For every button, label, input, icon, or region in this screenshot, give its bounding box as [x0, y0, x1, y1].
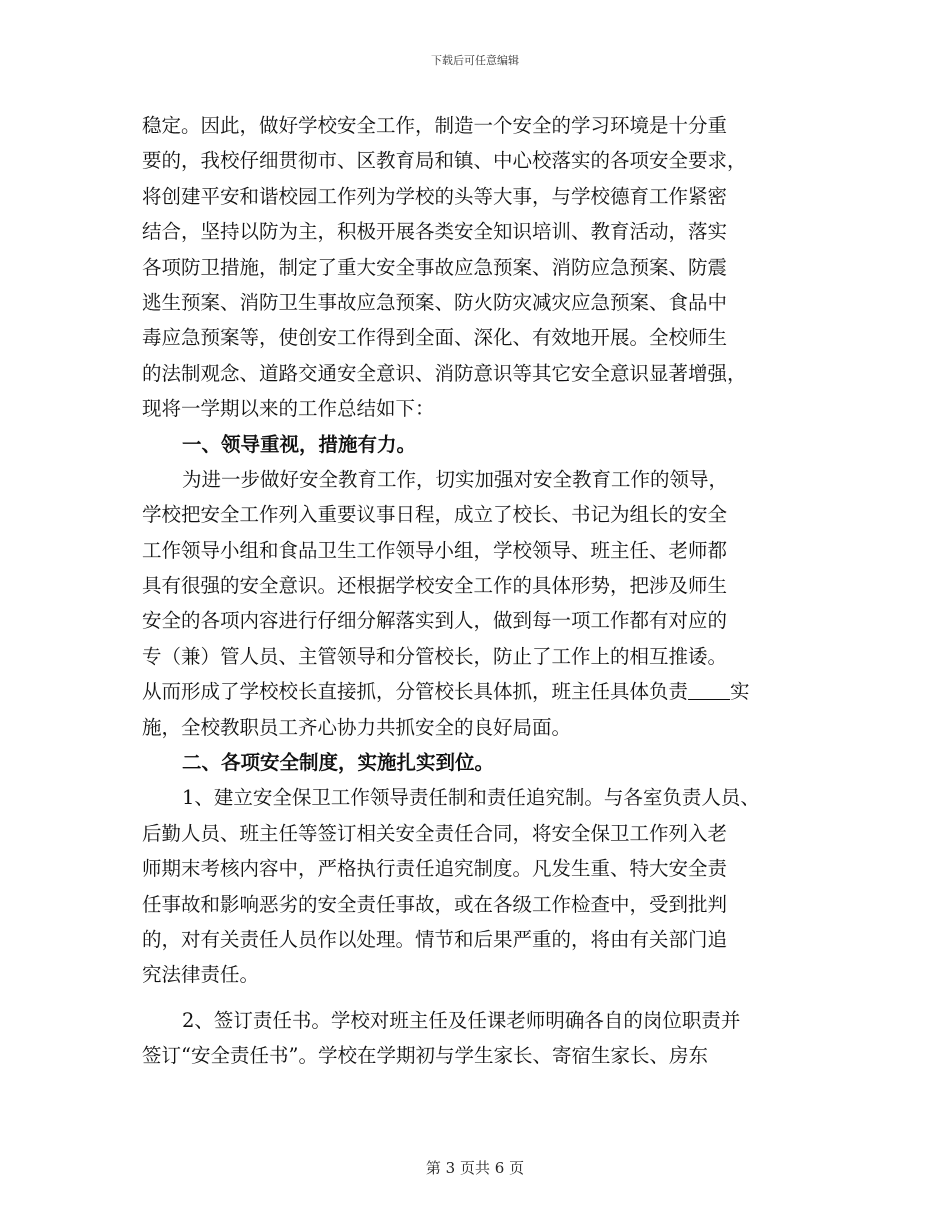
- body-line: 各项防卫措施，制定了重大安全事故应急预案、消防应急预案、防震: [142, 255, 728, 279]
- body-line: 稳定。因此，做好学校安全工作，制造一个安全的学习环境是十分重: [142, 114, 728, 137]
- body-line: 后勤人员、班主任等签订相关安全责任合同，将安全保卫工作列入老: [142, 821, 728, 845]
- page-footer: 第 3 页共 6 页: [425, 1159, 525, 1177]
- body-line: 逃生预案、消防卫生事故应急预案、防火防灾减灾应急预案、食品中: [142, 290, 728, 314]
- body-line-text: 从而形成了学校校长直接抓，分管校长具体抓，班主任具体负责: [142, 680, 689, 704]
- section-heading: 一、领导重视，措施有力。: [182, 432, 417, 456]
- body-line: 要的，我校仔细贯彻市、区教育局和镇、中心校落实的各项安全要求，: [142, 149, 747, 173]
- body-line: 安全的各项内容进行仔细分解落实到人，做到每一项工作都有对应的: [142, 609, 728, 633]
- body-line: 工作领导小组和食品卫生工作领导小组，学校领导、班主任、老师都: [142, 538, 728, 562]
- body-line: 的法制观念、道路交通安全意识、消防意识等其它安全意识显著增强，: [142, 361, 747, 385]
- document-body: [142, 108, 802, 1074]
- paragraph-gap: [142, 993, 802, 1003]
- body-line: 结合，坚持以防为主，积极开展各类安全知识培训、教育活动，落实: [142, 220, 728, 244]
- body-line: 学校把安全工作列入重要议事日程，成立了校长、书记为组长的安全: [142, 503, 728, 527]
- body-line: 为进一步做好安全教育工作，切实加强对安全教育工作的领导，: [182, 467, 729, 491]
- body-line: 1、建立安全保卫工作领导责任制和责任追究制。与各室负责人员、: [182, 786, 760, 810]
- section-heading: 二、各项安全制度，实施扎实到位。: [182, 751, 495, 775]
- body-line: 毒应急预案等，使创安工作得到全面、深化、有效地开展。全校师生: [142, 326, 728, 350]
- body-line: [142, 674, 802, 709]
- body-line: 现将一学期以来的工作总结如下：: [142, 397, 435, 421]
- body-line: 将创建平安和谐校园工作列为学校的头等大事，与学校德育工作紧密: [142, 184, 728, 208]
- body-line: 究法律责任。: [142, 963, 260, 987]
- body-line: 具有很强的安全意识。还根据学校安全工作的具体形势，把涉及师生: [142, 574, 728, 598]
- body-line: 2、签订责任书。学校对班主任及任课老师明确各自的岗位职责并: [182, 1008, 741, 1032]
- page-header: 下载后可任意编辑: [431, 54, 519, 67]
- body-line-text: 实: [730, 680, 750, 704]
- body-line: 任事故和影响恶劣的安全责任事故，或在各级工作检查中，受到批判: [142, 892, 728, 916]
- body-line: 师期末考核内容中，严格执行责任追究制度。凡发生重、特大安全责: [142, 857, 728, 881]
- fill-in-blank: [688, 681, 730, 700]
- body-line: 的，对有关责任人员作以处理。情节和后果严重的，将由有关部门追: [142, 927, 728, 951]
- body-line: 施，全校教职员工齐心协力共抓安全的良好局面。: [142, 715, 572, 739]
- body-line: 专（兼）管人员、主管领导和分管校长，防止了工作上的相互推诿。: [142, 644, 728, 668]
- body-line: 签订“安全责任书”。学校在学期初与学生家长、寄宿生家长、房东: [142, 1044, 708, 1068]
